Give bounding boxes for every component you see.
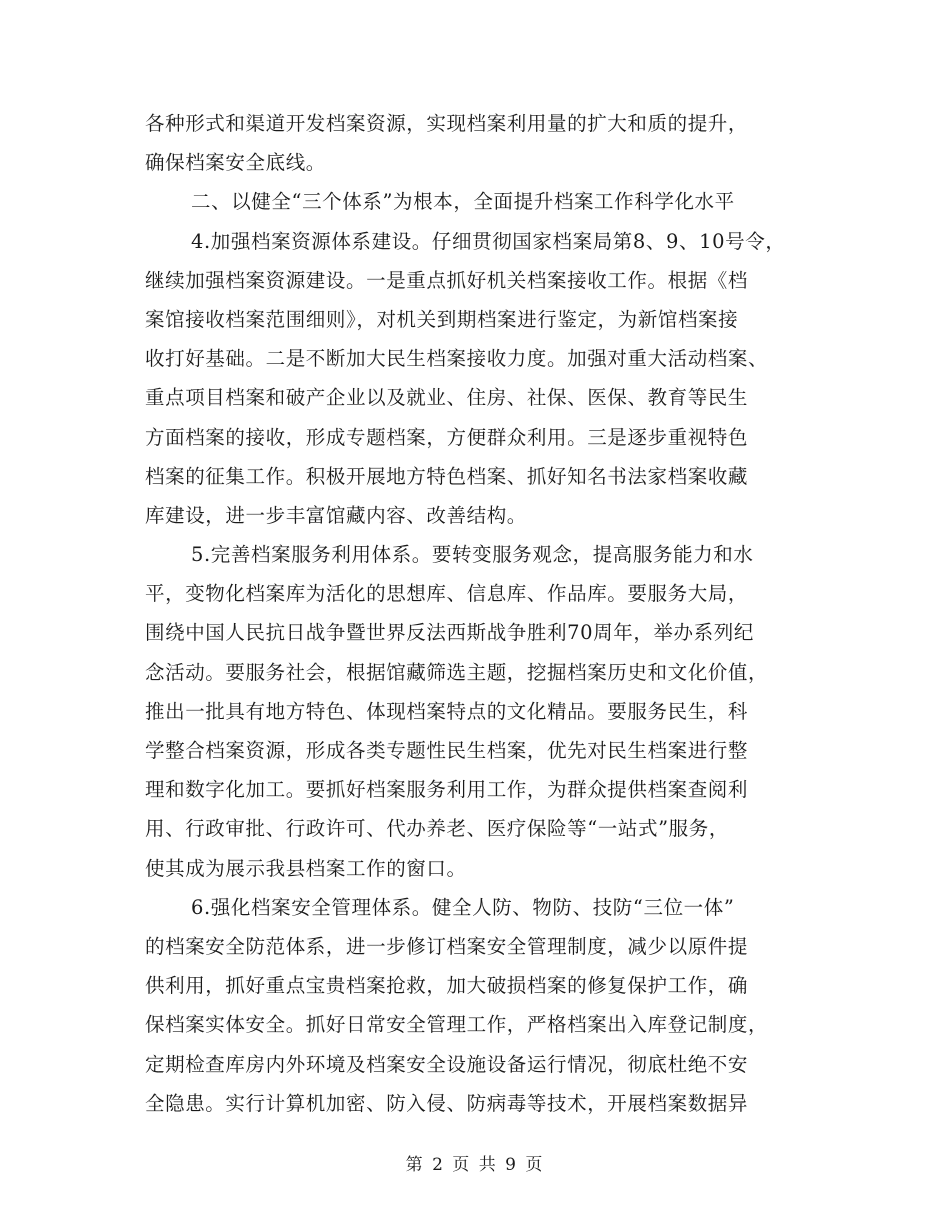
- text-line: 全隐患。实行计算机加密、防入侵、防病毒等技术，开展档案数据异: [145, 1091, 749, 1115]
- text-line: 供利用，抓好重点宝贵档案抢救，加大破损档案的修复保护工作，确: [145, 974, 749, 998]
- body-text: [145, 104, 805, 1123]
- text-line: 推出一批具有地方特色、体现档案特点的文化精品。要服务民生，科: [145, 699, 749, 723]
- text-line: 案馆接收档案范围细则》，对机关到期档案进行鉴定，为新馆档案接: [145, 307, 739, 331]
- text-line: 库建设，进一步丰富馆藏内容、改善结构。: [145, 503, 527, 527]
- text-line: 5.完善档案服务利用体系。要转变服务观念，提高服务能力和水: [191, 543, 754, 567]
- text-line: 继续加强档案资源建设。一是重点抓好机关档案接收工作。根据《档: [145, 268, 749, 292]
- text-line: 保档案实体安全。抓好日常安全管理工作，严格档案出入库登记制度，: [145, 1013, 769, 1037]
- text-line: 重点项目档案和破产企业以及就业、住房、社保、医保、教育等民生: [145, 386, 749, 410]
- text-line: 收打好基础。二是不断加大民生档案接收力度。加强对重大活动档案、: [145, 347, 769, 371]
- text-line: 确保档案安全底线。: [145, 151, 326, 175]
- text-line: 平，变物化档案库为活化的思想库、信息库、作品库。要服务大局，: [145, 582, 749, 606]
- text-line: 念活动。要服务社会，根据馆藏筛选主题，挖掘档案历史和文化价值，: [145, 660, 769, 684]
- text-line: 二、以健全“三个体系”为根本，全面提升档案工作科学化水平: [191, 190, 735, 214]
- text-line: 4.加强档案资源体系建设。仔细贯彻国家档案局第8、9、10号令，: [191, 229, 786, 253]
- text-line: 使其成为展示我县档案工作的窗口。: [145, 856, 467, 880]
- text-line: 理和数字化加工。要抓好档案服务利用工作，为群众提供档案查阅利: [145, 778, 749, 802]
- text-line: 定期检查库房内外环境及档案安全设施设备运行情况，彻底杜绝不安: [145, 1052, 749, 1076]
- text-line: 学整合档案资源，形成各类专题性民生档案，优先对民生档案进行整: [145, 739, 749, 762]
- text-line: 6.强化档案安全管理体系。健全人防、物防、技防“三位一体”: [191, 895, 735, 919]
- text-line: 方面档案的接收，形成专题档案，方便群众利用。三是逐步重视特色: [145, 425, 749, 449]
- text-line: 档案的征集工作。积极开展地方特色档案、抓好知名书法家档案收藏: [145, 464, 749, 488]
- page-footer: 第 2 页 共 9 页: [405, 1155, 545, 1175]
- text-line: 各种形式和渠道开发档案资源，实现档案利用量的扩大和质的提升，: [145, 112, 749, 135]
- text-line: 用、行政审批、行政许可、代办养老、医疗保险等“一站式”服务，: [145, 817, 729, 841]
- text-line: 围绕中国人民抗日战争暨世界反法西斯战争胜利70周年，举办系列纪: [145, 621, 754, 645]
- text-line: 的档案安全防范体系，进一步修订档案安全管理制度，减少以原件提: [145, 934, 749, 958]
